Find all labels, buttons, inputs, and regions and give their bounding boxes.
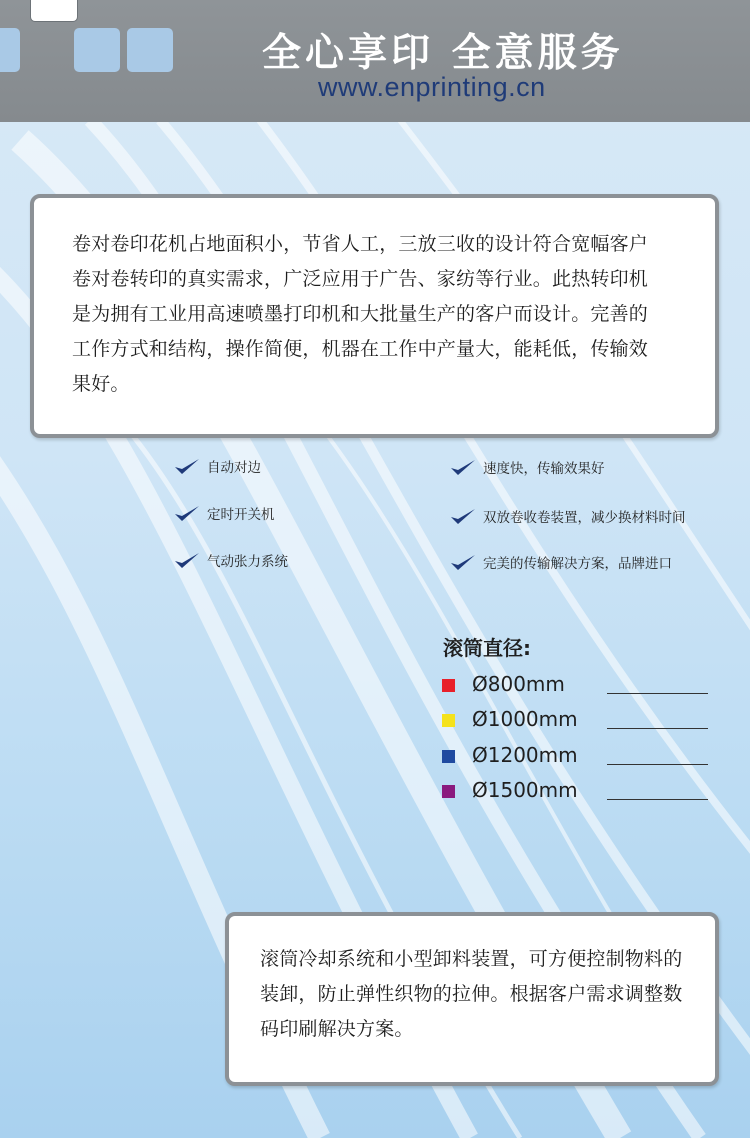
- feature-label: 自动对边: [207, 460, 261, 476]
- header-bar: [0, 0, 750, 122]
- intro-line: 卷对卷转印的真实需求，广泛应用于广告、家纺等行业。此热转印机: [72, 268, 649, 290]
- feature-label: 完美的传输解决方案，品牌进口: [483, 556, 672, 572]
- decorative-square: [127, 28, 173, 72]
- decorative-tab: [30, 0, 78, 22]
- feature-item: [449, 455, 605, 479]
- roller-option: [442, 742, 712, 772]
- blank-line: [607, 693, 708, 694]
- intro-line: 卷对卷印花机占地面积小，节省人工，三放三收的设计符合宽幅客户: [72, 233, 649, 255]
- checkmark-icon: [449, 504, 477, 528]
- bottom-text-box: [225, 912, 719, 1086]
- roller-diameter-title: 滚筒直径:: [443, 636, 531, 660]
- bottom-line: 码印刷解决方案。: [260, 1018, 414, 1040]
- roller-option: [442, 706, 712, 736]
- roller-size: Ø800mm: [472, 672, 565, 696]
- checkmark-icon: [173, 454, 201, 478]
- intro-text-box: [30, 194, 719, 438]
- feature-label: 气动张力系统: [207, 554, 288, 570]
- blank-line: [607, 728, 708, 729]
- feature-item: [173, 454, 261, 478]
- feature-label: 定时开关机: [207, 507, 275, 523]
- feature-item: [173, 501, 275, 525]
- intro-line: 果好。: [72, 373, 130, 395]
- checkmark-icon: [173, 501, 201, 525]
- roller-option: [442, 671, 712, 701]
- bottom-line: 滚筒冷却系统和小型卸料装置，可方便控制物料的: [260, 948, 683, 970]
- color-swatch: [442, 714, 455, 727]
- checkmark-icon: [449, 550, 477, 574]
- intro-line: 工作方式和结构，操作简便，机器在工作中产量大，能耗低，传输效: [72, 338, 649, 360]
- roller-option: [442, 777, 712, 807]
- color-swatch: [442, 785, 455, 798]
- roller-size: Ø1000mm: [472, 707, 578, 731]
- color-swatch: [442, 679, 455, 692]
- feature-item: [173, 548, 288, 572]
- roller-size: Ø1500mm: [472, 778, 578, 802]
- feature-label: 速度快，传输效果好: [483, 461, 605, 477]
- roller-size: Ø1200mm: [472, 743, 578, 767]
- website-url: www.enprinting.cn: [318, 72, 546, 102]
- blank-line: [607, 799, 708, 800]
- feature-item: [449, 550, 672, 574]
- decorative-square: [74, 28, 120, 72]
- feature-item: [449, 504, 686, 528]
- feature-label: 双放卷收卷装置，减少换材料时间: [483, 510, 686, 526]
- bottom-line: 装卸，防止弹性织物的拉伸。根据客户需求调整数: [260, 983, 683, 1005]
- color-swatch: [442, 750, 455, 763]
- blank-line: [607, 764, 708, 765]
- decorative-square: [0, 28, 20, 72]
- checkmark-icon: [173, 548, 201, 572]
- intro-line: 是为拥有工业用高速喷墨打印机和大批量生产的客户而设计。完善的: [72, 303, 649, 325]
- page-title: 全心享印 全意服务: [262, 31, 624, 76]
- checkmark-icon: [449, 455, 477, 479]
